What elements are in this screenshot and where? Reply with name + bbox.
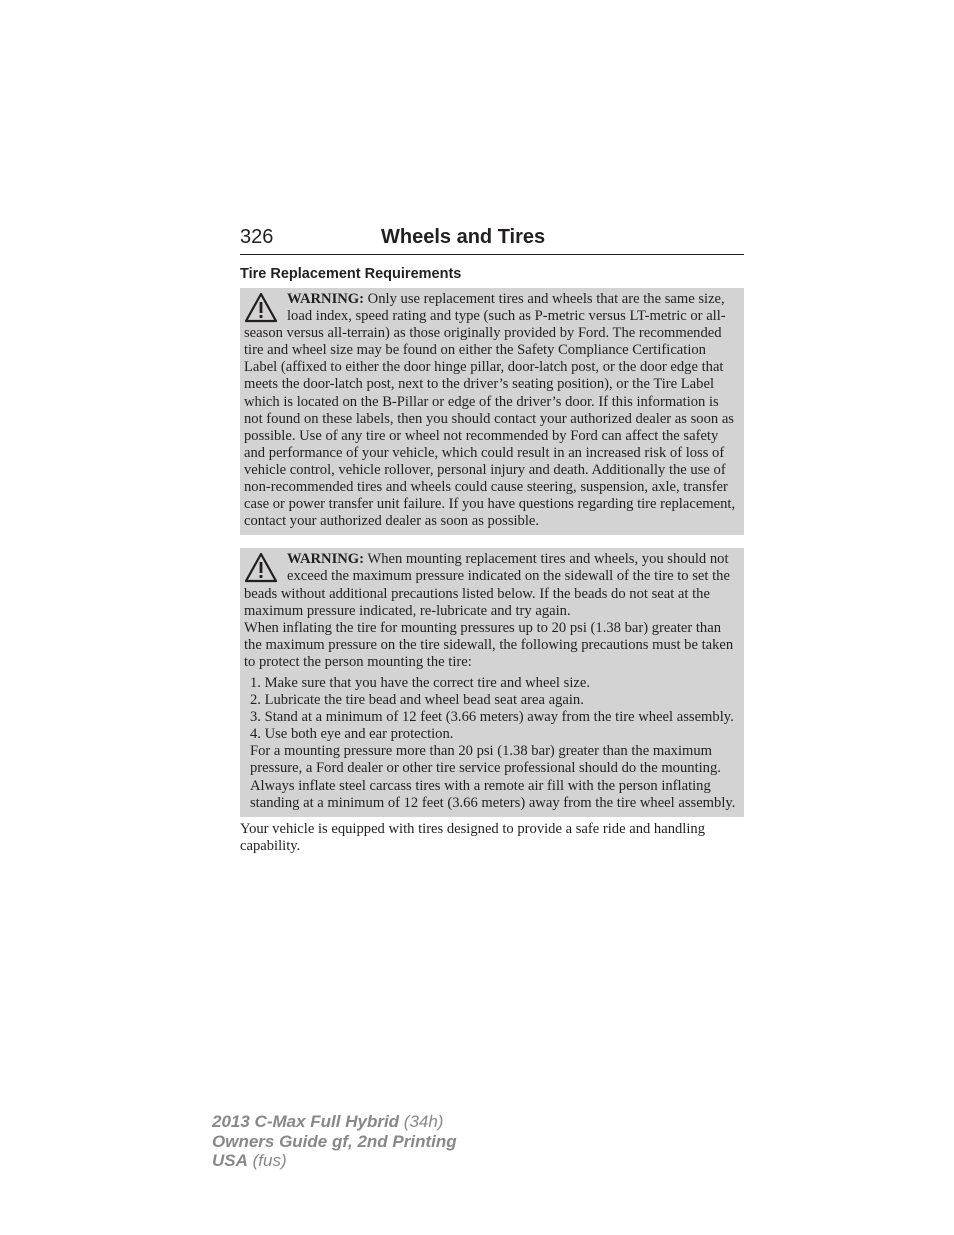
dealer-mounting-note: For a mounting pressure more than 20 psi (1.38 bar) greater than the maximum pressure, a Ford dealer or other tire service professional should do the mounting. bbox=[250, 743, 721, 777]
warning-text: Only use replacement tires and wheels that are the same size, load index, speed rating and type (such as P-metric versus LT-metric or all-season versus all-terrain) as those originally provided by Ford. The recommended tire and wheel size may be found on either the Safety Compliance Certification Label (affixed to either the door hinge pillar, door-latch post, or the door edge that meets the door-latch post, next to the driver’s seating position), or the Tire Label which is located on the B-Pillar or edge of the driver’s door. If this information is not found on these labels, then you should contact your authorized dealer as soon as possible. Use of any tire or wheel not recommended by Ford can affect the safety and performance of your vehicle, which could result in an increased risk of loss of vehicle control, vehicle rollover, personal injury and death. Additionally the use of non-recommended tires and wheels could cause steering, suspension, axle, transfer case or power transfer unit failure. If you have questions regarding tire replacement, contact your authorized dealer as soon as possible. bbox=[244, 291, 736, 530]
warning-triangle-icon bbox=[244, 291, 278, 325]
footer-line-region bbox=[212, 1151, 457, 1171]
footer-guide: Owners Guide gf, 2nd Printing bbox=[212, 1131, 457, 1151]
step-item: 3. Stand at a minimum of 12 feet (3.66 meters) away from the tire wheel assembly. bbox=[250, 709, 734, 726]
chapter-title: Wheels and Tires bbox=[381, 226, 546, 248]
warning-label: WARNING: bbox=[287, 291, 365, 307]
warning-box-replacement bbox=[240, 288, 744, 535]
precaution-steps bbox=[250, 675, 740, 812]
step-item: 2. Lubricate the tire bead and wheel bead seat area again. bbox=[250, 692, 584, 709]
warning-triangle-icon bbox=[244, 551, 278, 585]
inflating-paragraph: When inflating the tire for mounting pressures up to 20 psi (1.38 bar) greater than the maximum pressure on the tire sidewall, the following precautions must be taken to protect the person mounting the tire: bbox=[244, 619, 734, 670]
warning-box-mounting bbox=[240, 548, 744, 816]
manual-page bbox=[240, 226, 744, 855]
warning-text: When mounting replacement tires and wheels, you should not exceed the maximum pressure indicated on the sidewall of the tire to set the beads without additional precautions listed below. If the beads do not seat at the maximum pressure indicated, re-lubricate and try again. bbox=[244, 551, 730, 619]
body-paragraph: Your vehicle is equipped with tires designed to provide a safe ride and handling capability. bbox=[240, 820, 706, 854]
footer-line-model bbox=[212, 1112, 457, 1132]
step-item: 4. Use both eye and ear protection. bbox=[250, 726, 454, 743]
warning-label: WARNING: bbox=[287, 551, 365, 568]
warning-paragraph bbox=[244, 291, 740, 530]
footer-line-guide bbox=[212, 1132, 457, 1152]
footer-region-code: (fus) bbox=[247, 1151, 287, 1170]
page-number: 326 bbox=[240, 226, 274, 248]
footer-model-code: (34h) bbox=[399, 1112, 444, 1131]
footer-model: 2013 C-Max Full Hybrid bbox=[212, 1112, 400, 1131]
footer-region: USA bbox=[212, 1151, 248, 1170]
steel-carcass-note: Always inflate steel carcass tires with a remote air fill with the person inflating standing at a minimum of 12 feet (3.66 meters) away from the tire wheel assembly. bbox=[250, 777, 736, 811]
warning-paragraph bbox=[244, 551, 740, 619]
page-footer bbox=[212, 1112, 457, 1171]
step-item: 1. Make sure that you have the correct tire and wheel size. bbox=[250, 674, 590, 691]
section-heading: Tire Replacement Requirements bbox=[240, 266, 462, 282]
page-header bbox=[240, 226, 744, 255]
